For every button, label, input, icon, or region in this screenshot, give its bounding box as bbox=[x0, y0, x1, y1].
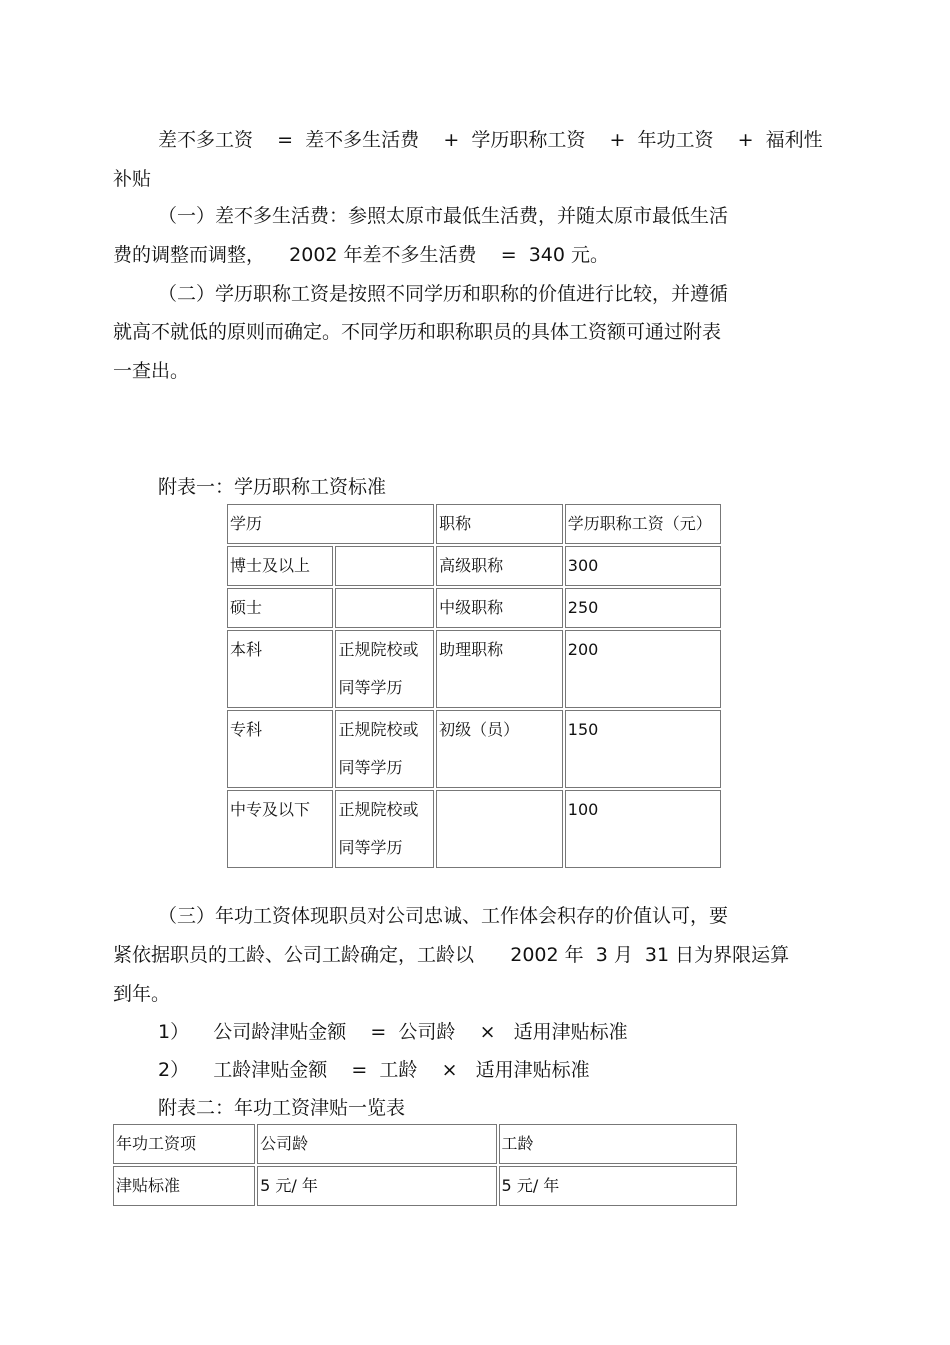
table-cell: 200 bbox=[565, 630, 721, 708]
table-cell: 本科 bbox=[227, 630, 333, 708]
table-cell: 正规院校或 同等学历 bbox=[335, 790, 434, 868]
table-cell: 5 元/ 年 bbox=[499, 1166, 737, 1206]
table-cell: 250 bbox=[565, 588, 721, 628]
table-cell: 中级职称 bbox=[436, 588, 563, 628]
section2-line1: （二）学历职称工资是按照不同学历和职称的价值进行比较，并遵循 bbox=[158, 283, 729, 305]
header-cell: 工龄 bbox=[499, 1124, 737, 1164]
formula-line: 差不多工资 = 差不多生活费 + 学历职称工资 + 年功工资 + 福利性 bbox=[158, 129, 823, 151]
table-cell: 100 bbox=[565, 790, 721, 868]
table-cell: 300 bbox=[565, 546, 721, 586]
table-row bbox=[227, 630, 721, 708]
table-cell: 正规院校或 同等学历 bbox=[335, 710, 434, 788]
table1-caption: 附表一：学历职称工资标准 bbox=[158, 476, 387, 498]
section2-line2: 就高不就低的原则而确定。不同学历和职称职员的具体工资额可通过附表 bbox=[113, 321, 722, 343]
table-header-row bbox=[113, 1124, 737, 1164]
table-cell bbox=[335, 588, 434, 628]
header-cell: 年功工资项 bbox=[113, 1124, 255, 1164]
table-cell: 150 bbox=[565, 710, 721, 788]
table-cell: 专科 bbox=[227, 710, 333, 788]
table-row bbox=[113, 1166, 737, 1206]
table-cell bbox=[436, 790, 563, 868]
table-cell: 中专及以下 bbox=[227, 790, 333, 868]
table-cell: 正规院校或 同等学历 bbox=[335, 630, 434, 708]
formula-work-age: 2） 工龄津贴金额 = 工龄 × 适用津贴标准 bbox=[158, 1059, 590, 1081]
section3-line2: 紧依据职员的工龄、公司工龄确定，工龄以 2002 年 3 月 31 日为界限运算 bbox=[113, 944, 790, 966]
table-cell: 初级（员） bbox=[436, 710, 563, 788]
section3-line1: （三）年功工资体现职员对公司忠诚、工作体会积存的价值认可，要 bbox=[158, 905, 729, 927]
formula-line-cont: 补贴 bbox=[113, 168, 152, 190]
section3-line3: 到年。 bbox=[113, 983, 171, 1005]
header-cell-salary: 学历职称工资（元） bbox=[565, 504, 721, 544]
seniority-allowance-table bbox=[111, 1122, 739, 1208]
table-cell: 高级职称 bbox=[436, 546, 563, 586]
table2-caption: 附表二：年功工资津贴一览表 bbox=[158, 1097, 406, 1119]
formula-company-age: 1） 公司龄津贴金额 = 公司龄 × 适用津贴标准 bbox=[158, 1021, 628, 1043]
table-header-row bbox=[227, 504, 721, 544]
table-row bbox=[227, 546, 721, 586]
table-row bbox=[227, 790, 721, 868]
table-row bbox=[227, 588, 721, 628]
table-cell: 博士及以上 bbox=[227, 546, 333, 586]
table-cell bbox=[335, 546, 434, 586]
table-cell: 硕士 bbox=[227, 588, 333, 628]
section1-line2: 费的调整而调整， 2002 年差不多生活费 = 340 元。 bbox=[113, 244, 610, 266]
table-cell: 津贴标准 bbox=[113, 1166, 255, 1206]
table-cell: 助理职称 bbox=[436, 630, 563, 708]
header-cell: 公司龄 bbox=[257, 1124, 496, 1164]
table-cell: 5 元/ 年 bbox=[257, 1166, 496, 1206]
salary-standard-table bbox=[225, 502, 723, 870]
header-cell-title: 职称 bbox=[436, 504, 563, 544]
section1-line1: （一）差不多生活费：参照太原市最低生活费，并随太原市最低生活 bbox=[158, 205, 729, 227]
section2-line3: 一查出。 bbox=[113, 360, 190, 382]
header-cell-education: 学历 bbox=[227, 504, 434, 544]
table-row bbox=[227, 710, 721, 788]
